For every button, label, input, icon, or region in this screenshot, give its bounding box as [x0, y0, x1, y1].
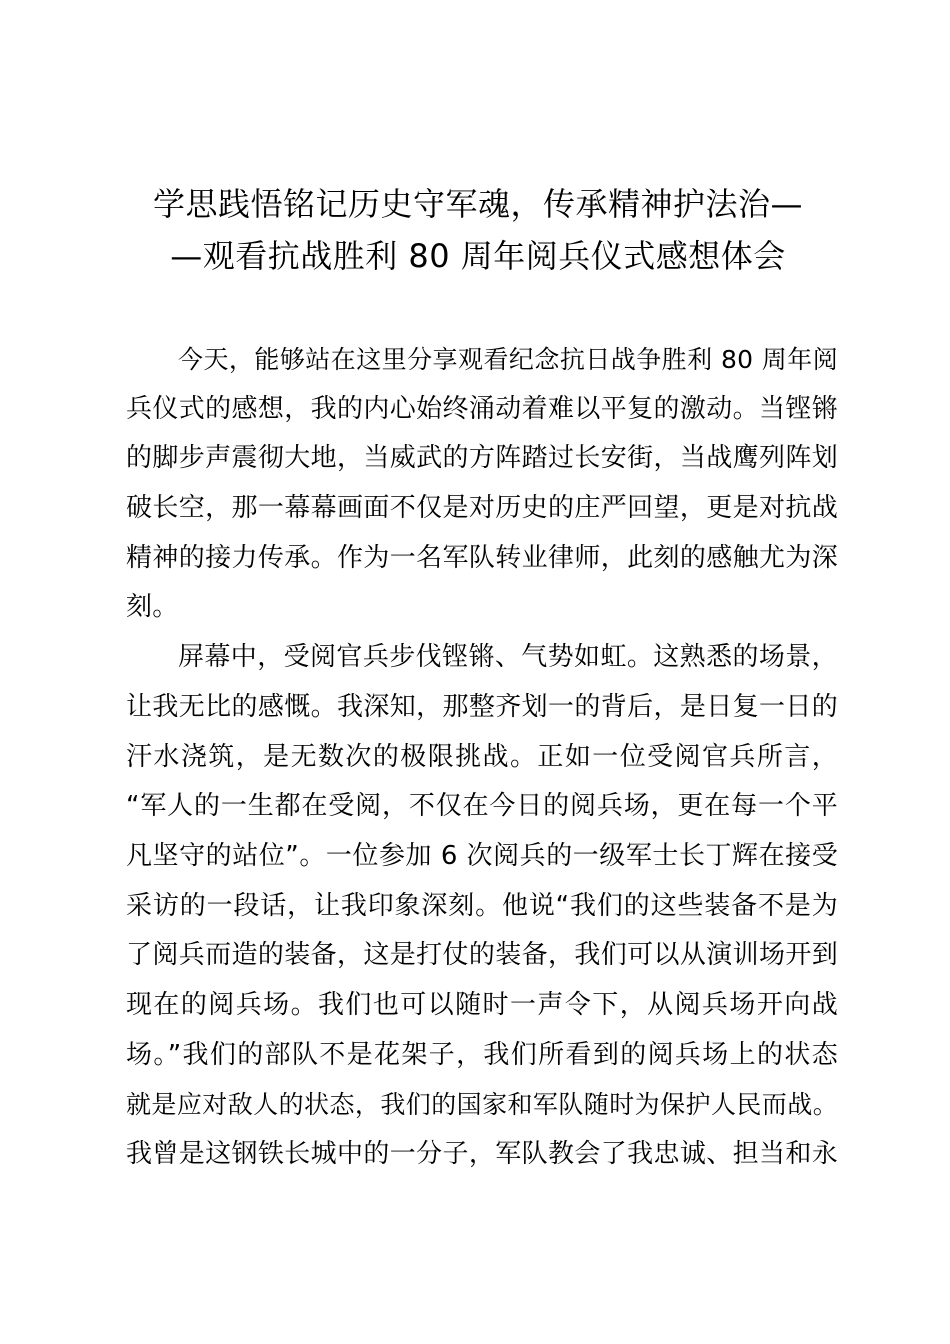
- document-title: [118, 178, 838, 282]
- paragraph-line: 的脚步声震彻大地，当威武的方阵踏过长安街，当战鹰列阵划: [126, 443, 838, 474]
- document-body: [126, 335, 838, 1180]
- paragraph-line: 兵仪式的感想，我的内心始终涌动着难以平复的激动。当铿锵: [126, 393, 838, 424]
- paragraph-line: 屏幕中，受阅官兵步伐铿锵、气势如虹。这熟悉的场景，: [178, 642, 838, 673]
- paragraph-line: 汗水浇筑，是无数次的极限挑战。正如一位受阅官兵所言，: [126, 741, 838, 772]
- paragraph-line: 刻。: [126, 592, 179, 623]
- paragraph-line: 今天，能够站在这里分享观看纪念抗日战争胜利 80 周年阅: [178, 345, 838, 374]
- paragraph-line: 破长空，那一幕幕画面不仅是对历史的庄严回望，更是对抗战: [126, 493, 838, 524]
- paragraph-line: 我曾是这钢铁长城中的一分子，军队教会了我忠诚、担当和永: [126, 1139, 838, 1169]
- paragraph-line: 采访的一段话，让我印象深刻。他说“我们的这些装备不是为: [126, 890, 838, 921]
- paragraph-line: 现在的阅兵场。我们也可以随时一声令下，从阅兵场开向战: [126, 989, 838, 1020]
- title-line-2: —观看抗战胜利 80 周年阅兵仪式感想体会: [170, 237, 786, 275]
- paragraph-line: 了阅兵而造的装备，这是打仗的装备，我们可以从演训场开到: [126, 940, 838, 971]
- paragraph-line: 让我无比的感慨。我深知，那整齐划一的背后，是日复一日的: [126, 691, 838, 722]
- paragraph-2: [126, 633, 838, 1180]
- paragraph-line: 就是应对敌人的状态，我们的国家和军队随时为保护人民而战。: [126, 1090, 838, 1120]
- paragraph-line: 凡坚守的站位”。一位参加 6 次阅兵的一级军士长丁辉在接受: [126, 840, 838, 871]
- paragraph-line: 精神的接力传承。作为一名军队转业律师，此刻的感触尤为深: [126, 542, 838, 573]
- paragraph-line: 场。”我们的部队不是花架子，我们所看到的阅兵场上的状态: [126, 1039, 838, 1070]
- paragraph-1: [126, 335, 838, 633]
- title-line-1: 学思践悟铭记历史守军魂，传承精神护法治—: [152, 185, 803, 223]
- paragraph-line: “军人的一生都在受阅，不仅在今日的阅兵场，更在每一个平: [126, 791, 838, 822]
